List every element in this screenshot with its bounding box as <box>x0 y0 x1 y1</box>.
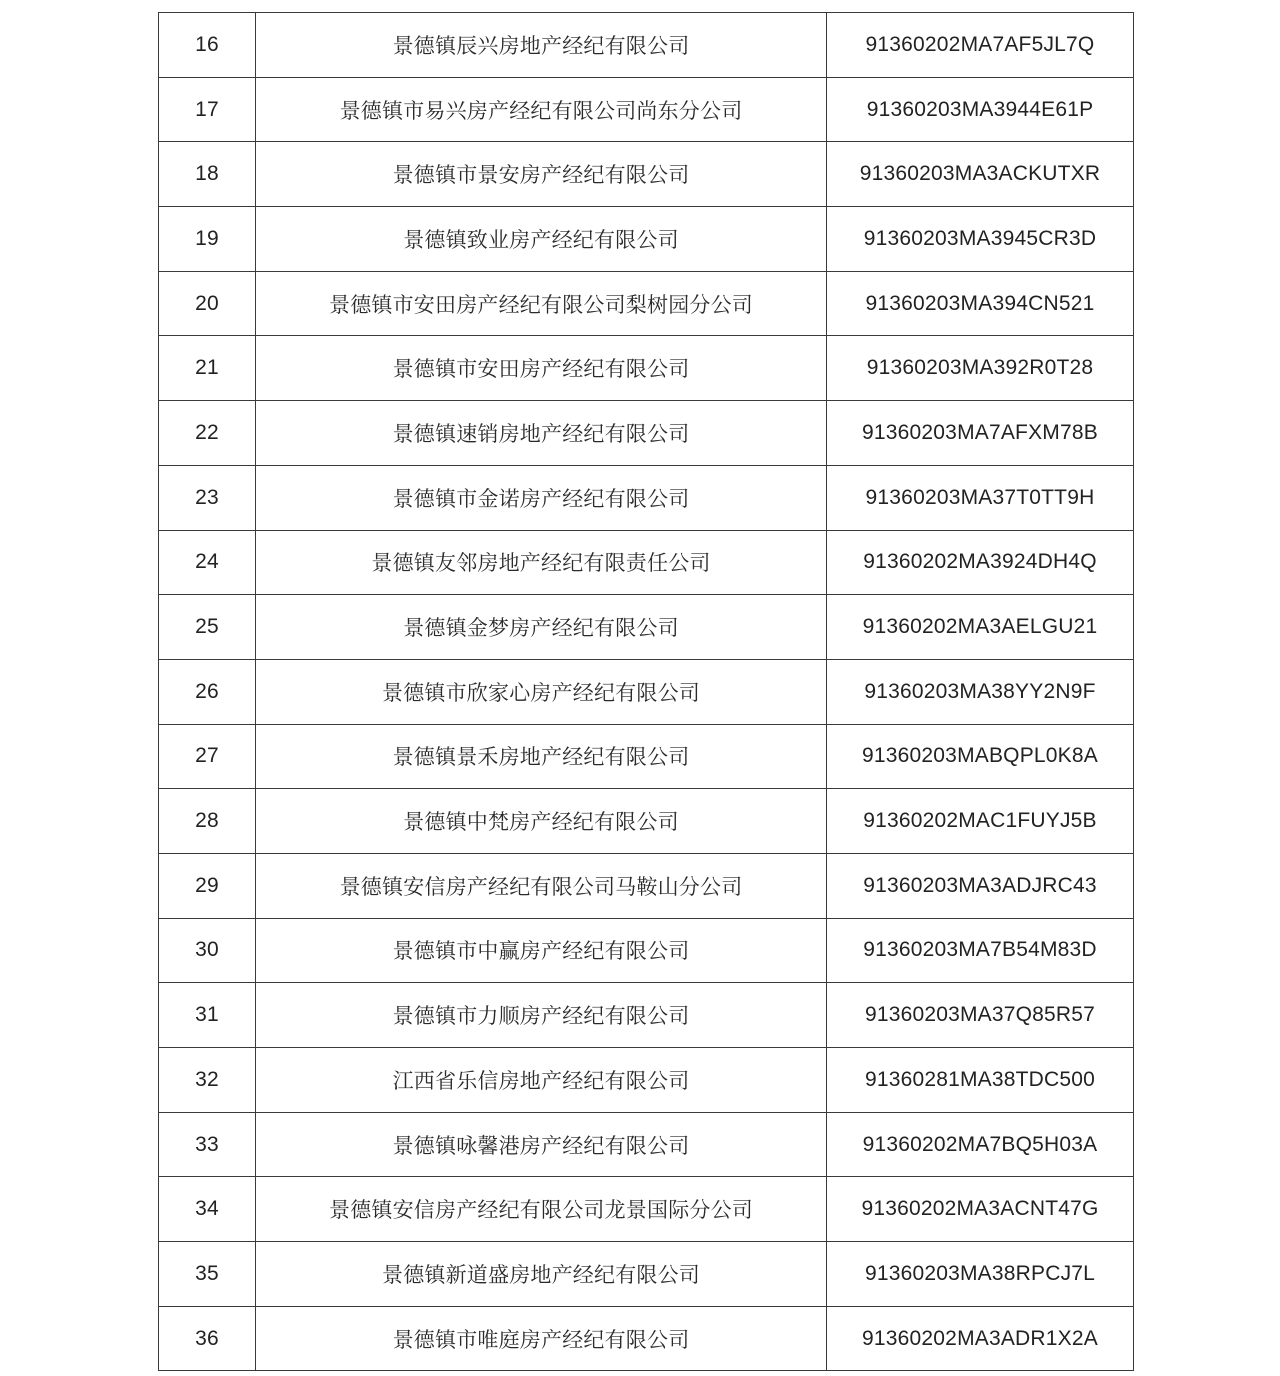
credit-code: 91360203MA394CN521 <box>827 271 1134 336</box>
credit-code: 91360202MAC1FUYJ5B <box>827 789 1134 854</box>
credit-code: 91360203MA392R0T28 <box>827 336 1134 401</box>
row-number: 33 <box>159 1112 256 1177</box>
credit-code: 91360202MA3ADR1X2A <box>827 1306 1134 1371</box>
credit-code: 91360203MA37Q85R57 <box>827 983 1134 1048</box>
row-number: 22 <box>159 401 256 466</box>
row-number: 30 <box>159 918 256 983</box>
credit-code: 91360202MA3924DH4Q <box>827 530 1134 595</box>
credit-code: 91360203MA7AFXM78B <box>827 401 1134 466</box>
credit-code: 91360203MABQPL0K8A <box>827 724 1134 789</box>
table-row <box>159 1306 1134 1371</box>
credit-code: 91360281MA38TDC500 <box>827 1048 1134 1113</box>
row-number: 27 <box>159 724 256 789</box>
credit-code: 91360203MA37T0TT9H <box>827 465 1134 530</box>
company-name: 景德镇致业房产经纪有限公司 <box>256 207 827 272</box>
row-number: 28 <box>159 789 256 854</box>
table-row <box>159 207 1134 272</box>
table-row <box>159 918 1134 983</box>
credit-code: 91360203MA38YY2N9F <box>827 659 1134 724</box>
company-name: 景德镇市景安房产经纪有限公司 <box>256 142 827 207</box>
credit-code: 91360202MA3AELGU21 <box>827 595 1134 660</box>
credit-code: 91360203MA3945CR3D <box>827 207 1134 272</box>
table-row <box>159 142 1134 207</box>
row-number: 26 <box>159 659 256 724</box>
table-row <box>159 13 1134 78</box>
table-row <box>159 401 1134 466</box>
row-number: 23 <box>159 465 256 530</box>
company-name: 景德镇市中赢房产经纪有限公司 <box>256 918 827 983</box>
table-row <box>159 853 1134 918</box>
row-number: 35 <box>159 1242 256 1307</box>
table-row <box>159 1112 1134 1177</box>
company-name: 景德镇中梵房产经纪有限公司 <box>256 789 827 854</box>
credit-code: 91360203MA7B54M83D <box>827 918 1134 983</box>
company-name: 景德镇市金诺房产经纪有限公司 <box>256 465 827 530</box>
credit-code: 91360203MA3944E61P <box>827 77 1134 142</box>
credit-code: 91360203MA3ACKUTXR <box>827 142 1134 207</box>
registry-sheet <box>158 12 1133 1371</box>
company-name: 景德镇新道盛房地产经纪有限公司 <box>256 1242 827 1307</box>
table-row <box>159 1242 1134 1307</box>
row-number: 29 <box>159 853 256 918</box>
table-row <box>159 983 1134 1048</box>
row-number: 24 <box>159 530 256 595</box>
row-number: 21 <box>159 336 256 401</box>
company-name: 景德镇市易兴房产经纪有限公司尚东分公司 <box>256 77 827 142</box>
row-number: 36 <box>159 1306 256 1371</box>
company-name: 景德镇安信房产经纪有限公司马鞍山分公司 <box>256 853 827 918</box>
table-row <box>159 789 1134 854</box>
table-row <box>159 1048 1134 1113</box>
company-name: 景德镇景禾房地产经纪有限公司 <box>256 724 827 789</box>
company-registry-table <box>158 12 1134 1371</box>
table-row <box>159 724 1134 789</box>
credit-code: 91360202MA7BQ5H03A <box>827 1112 1134 1177</box>
company-name: 景德镇友邻房地产经纪有限责任公司 <box>256 530 827 595</box>
company-name: 景德镇咏馨港房产经纪有限公司 <box>256 1112 827 1177</box>
row-number: 17 <box>159 77 256 142</box>
table-row <box>159 530 1134 595</box>
table-row <box>159 659 1134 724</box>
company-name: 景德镇市唯庭房产经纪有限公司 <box>256 1306 827 1371</box>
credit-code: 91360203MA3ADJRC43 <box>827 853 1134 918</box>
credit-code: 91360202MA7AF5JL7Q <box>827 13 1134 78</box>
row-number: 25 <box>159 595 256 660</box>
table-row <box>159 465 1134 530</box>
table-row <box>159 271 1134 336</box>
company-name: 景德镇市安田房产经纪有限公司梨树园分公司 <box>256 271 827 336</box>
row-number: 34 <box>159 1177 256 1242</box>
company-name: 景德镇市力顺房产经纪有限公司 <box>256 983 827 1048</box>
credit-code: 91360203MA38RPCJ7L <box>827 1242 1134 1307</box>
row-number: 31 <box>159 983 256 1048</box>
row-number: 32 <box>159 1048 256 1113</box>
company-name: 景德镇市安田房产经纪有限公司 <box>256 336 827 401</box>
company-name: 景德镇速销房地产经纪有限公司 <box>256 401 827 466</box>
row-number: 20 <box>159 271 256 336</box>
table-row <box>159 77 1134 142</box>
company-name: 景德镇辰兴房地产经纪有限公司 <box>256 13 827 78</box>
company-name: 江西省乐信房地产经纪有限公司 <box>256 1048 827 1113</box>
company-name: 景德镇市欣家心房产经纪有限公司 <box>256 659 827 724</box>
table-row <box>159 336 1134 401</box>
table-row <box>159 595 1134 660</box>
credit-code: 91360202MA3ACNT47G <box>827 1177 1134 1242</box>
company-name: 景德镇金梦房产经纪有限公司 <box>256 595 827 660</box>
row-number: 18 <box>159 142 256 207</box>
table-row <box>159 1177 1134 1242</box>
company-name: 景德镇安信房产经纪有限公司龙景国际分公司 <box>256 1177 827 1242</box>
row-number: 16 <box>159 13 256 78</box>
row-number: 19 <box>159 207 256 272</box>
